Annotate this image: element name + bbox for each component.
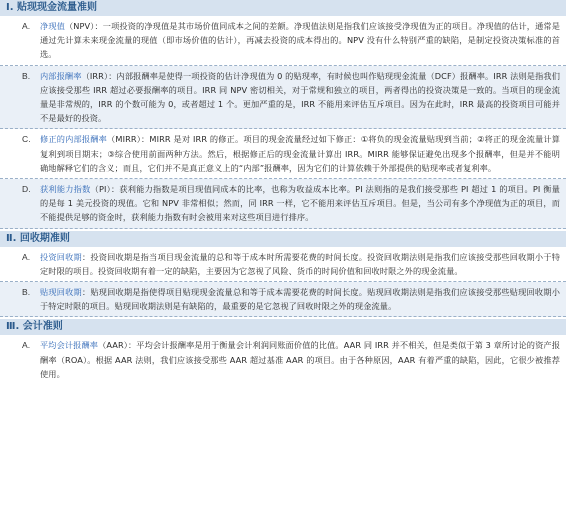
item-letter: A.	[22, 251, 31, 262]
item-description: （PI）：获利能力指数是项目现值同成本的比率，也称为收益成本比率。PI 法则指的是我们接受那些 PI 超过 1 的项目。PI 衡量的是每 1 美元投资的现值。它和 NPV 非常相似；然而，同 IRR 一样，它不能用来评估互斥项目。但是，当公司有多个净现值为正的项目，而不能提供足够的资金时，获利能力指数有时会被用来对这些项目进行排序。	[40, 184, 560, 223]
criterion-item	[0, 282, 566, 317]
item-letter: A.	[22, 21, 31, 31]
item-term: 内部报酬率	[40, 70, 82, 81]
section-heading: Ⅲ. 会计准则	[0, 319, 566, 335]
item-letter: D.	[22, 184, 31, 195]
item-description: （AAR）：平均会计报酬率是用于衡量会计利润同账面价值的比值。AAR 同 IRR 并不相关，但是类似于第 3 章所讨论的资产报酬率（ROA）。根据 AAR 法则，我们应该接受那些 AAR 超过基准 AAR 的项目。由于各种原因，AAR 有着严重的缺陷，因此，它很少被推荐使用。	[40, 340, 560, 379]
criterion-item	[0, 335, 566, 384]
item-description: ：贴现回收期是指使得项目贴现现金流量总和等于成本需要花费的时间长度。贴现回收期法则是指我们应该接受那些贴现回收期小于特定时限的项目。贴现回收期法则是有缺陷的，最重要的是它忽视了回收时限之外的现金流量。	[40, 287, 560, 312]
item-letter: A.	[22, 340, 31, 351]
item-term: 获利能力指数	[40, 184, 91, 195]
criterion-item	[0, 179, 566, 229]
item-description: （NPV）：一项投资的净现值是其市场价值同成本之间的差额。净现值法则是指我们应该接受净现值为正的项目。净现值的估计，通常是通过先计算未来现金流量的现值（即市场价值的估计），再减去投资的成本得出的。NPV 没有什么特别严重的缺陷，是制定投资决策标准的首选。	[40, 21, 560, 60]
item-term: 平均会计报酬率	[40, 340, 99, 351]
item-letter: B.	[22, 70, 31, 81]
item-term: 修正的内部报酬率	[40, 134, 108, 145]
item-term: 投资回收期	[40, 251, 82, 262]
item-description: （IRR）：内部报酬率是使得一项投资的估计净现值为 0 的贴现率，有时候也叫作贴现现金流量（DCF）报酬率。IRR 法则是指我们应该接受那些 IRR 超过必要报酬率的项目。IRR 同 NPV 密切相关，对于常规和独立的项目，两者得出的投资决策是一致的。当项目的现金流量是非常规的，IRR 的个数可能为 0，或者超过 1 个。更加严重的是，IRR 不能用来评估互斥项目。因为在此时，IRR 最高的投资项目可能并不是最好的投资。	[40, 70, 560, 124]
item-letter: C.	[22, 134, 31, 145]
criterion-item	[0, 247, 566, 282]
section-heading: Ⅱ. 回收期准则	[0, 231, 566, 247]
criterion-item	[0, 129, 566, 179]
item-term: 净现值	[40, 21, 65, 31]
item-term: 贴现回收期	[40, 287, 82, 298]
item-letter: B.	[22, 287, 31, 298]
item-description: ：投资回收期是指当项目现金流量的总和等于成本时所需要花费的时间长度。投资回收期法则是指我们应该接受那些回收期小于特定时限的项目。投资回收期有着一定的缺陷，主要因为它忽视了风险、货币的时间价值和回收时限之外的现金流量。	[40, 251, 560, 276]
criterion-item	[0, 16, 566, 66]
criterion-item	[0, 66, 566, 130]
section-heading: Ⅰ. 贴现现金流量准则	[0, 0, 566, 16]
item-description: （MIRR）：MIRR 是对 IRR 的修正。项目的现金流量经过如下修正：①将负的现金流量贴现到当前；②将正的现金流量计算复利到项目期末；③综合使用前面两种方法。然后，根据修正后的现金流量计算出 IRR。MIRR 能够保证避免出现多个报酬率，但是并不能明确地解释它们的含义；而且，它们并不是真正意义上的“内部”报酬率，因为它们的计算依赖于外部提供的贴现率或者复利率。	[40, 134, 560, 173]
